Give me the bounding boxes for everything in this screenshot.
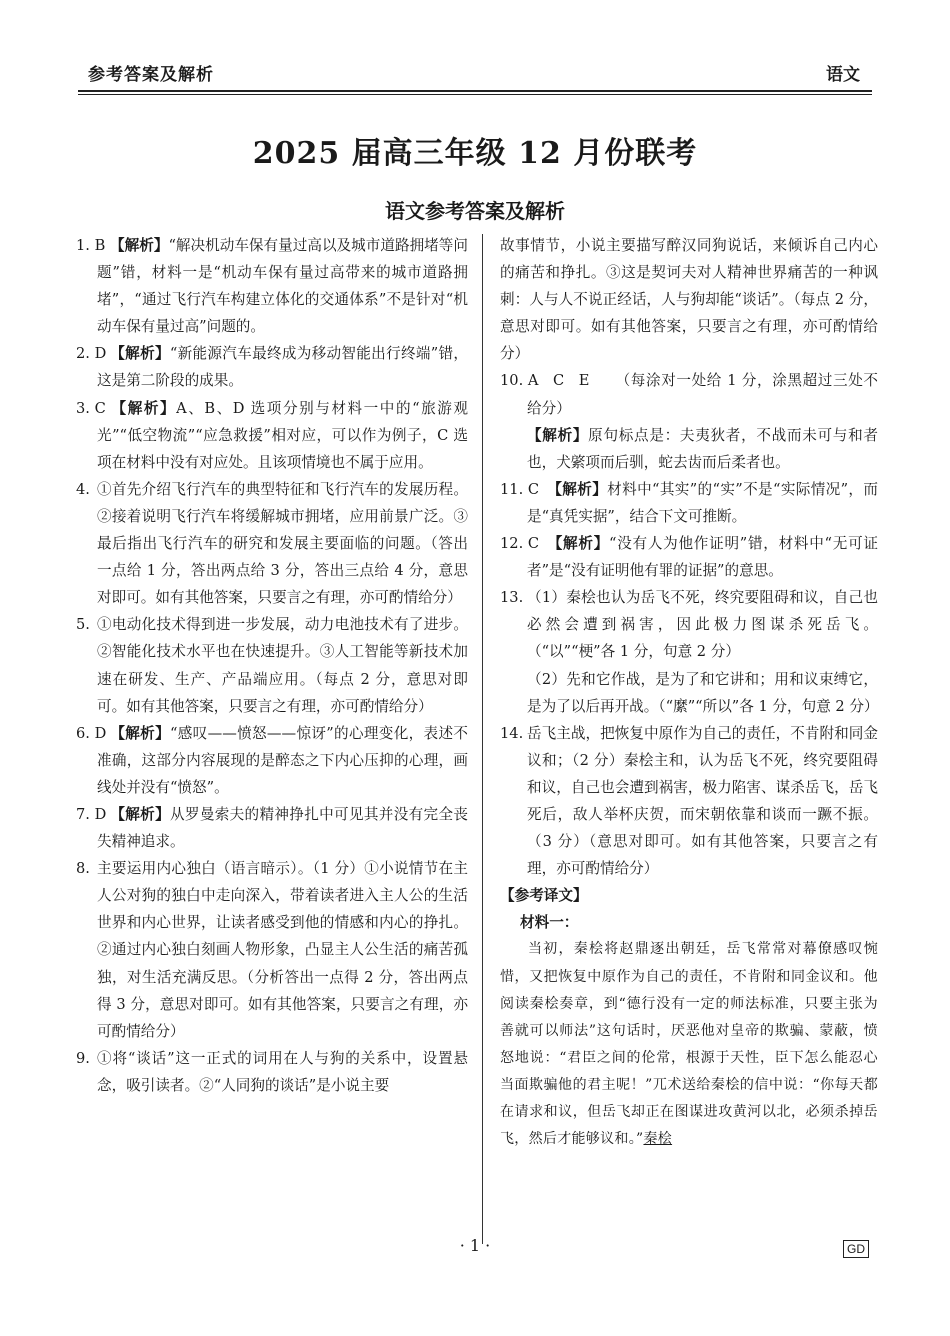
item-number: 1. B — [76, 237, 106, 254]
item-text: ①电动化技术得到进一步发展，动力电池技术有了进步。②智能化技术水平也在快速提升。③人工智能等新技术加速在研发、生产、产品端应用。（每点 2 分，意思对即可。如有其他答案，只要言之有理，亦可酌情给分） — [97, 616, 468, 715]
item-number: 14. — [500, 724, 524, 742]
analysis-tag: 【解析】 — [547, 535, 610, 553]
page-number: · 1 · — [459, 1236, 491, 1255]
item-text: 岳飞主战，把恢复中原作为自己的责任，不肯附和同金议和；（2 分）秦桧主和，认为岳飞不死，终究要阻碍和议，自己也会遭到祸害，极力陷害、谋杀岳飞，岳飞死后，敌人举杯庆贺，而宋朝依靠和谈而一蹶不振。（3 分）（意思对即可。如有其他答案，只要言之有理，亦可酌情给分） — [527, 724, 878, 878]
answer-item-9-continued: 故事情节，小说主要描写醉汉同狗说话，来倾诉自己内心的痛苦和挣扎。③这是契诃夫对人精神世界痛苦的一种讽刺：人与人不说正经话，人与狗却能“谈话”。（每点 2 分，意思对即可。如有其他答案，只要言之有理，亦可酌情给分） — [500, 237, 878, 363]
item-text: “感叹——愤怒——惊讶”的心理变化，表述不准确，这部分内容展现的是醉态之下内心压抑的心理，画线处并没有“愤怒”。 — [97, 724, 468, 796]
answer-item-11 — [500, 476, 878, 530]
header-rule — [78, 90, 872, 92]
reference-translation — [500, 936, 878, 1153]
answer-item-3 — [76, 395, 468, 476]
analysis-tag: 【解析】 — [110, 237, 169, 254]
answer-item-7 — [76, 801, 468, 855]
item-number: 8. — [76, 860, 90, 878]
item-number: 6. D — [76, 724, 107, 742]
answer-item-12 — [500, 530, 878, 584]
material-heading: 材料一： — [520, 914, 579, 932]
answer-item-10-analysis — [500, 422, 878, 476]
answer-item-14 — [500, 720, 878, 883]
item-text: “新能源汽车最终成为移动智能出行终端”错，这是第二阶段的成果。 — [97, 345, 468, 390]
item-text: A、B、D 选项分别与材料一中的“旅游观光”“低空物流”“应急救援”相对应，可以作为例子，C 选项在材料中没有对应处。且该项情境也不属于应用。 — [97, 399, 468, 471]
left-column — [76, 232, 468, 1099]
item-text: （1）秦桧也认为岳飞不死，终究要阻碍和议，自己也必然会遭到祸害，因此极力图谋杀死岳飞。（“以”“梗”各 1 分，句意 2 分） — [527, 589, 878, 661]
answer-item-8 — [76, 855, 468, 1045]
item-text: （每涂对一处给 1 分，涂黑超过三处不给分） — [527, 372, 878, 417]
translation-text: 当初，秦桧将赵鼎逐出朝廷，岳飞常常对幕僚感叹惋惜，又把恢复中原作为自己的责任，不肯附和同金议和。他阅读秦桧奏章，到“德行没有一定的师法标准，只要主张为善就可以师法”这句话时，厌恶他对皇帝的欺骗、蒙蔽，愤怒地说：“君臣之间的伦常，根源于天性，臣下怎么能忍心当面欺骗他的君主呢！”兀术送给秦桧的信中说：“你每天都在请求和议，但岳飞却正在图谋进攻黄河以北，必须杀掉岳飞，然后才能够议和。” — [500, 941, 878, 1148]
reference-heading: 【参考译文】 — [500, 887, 588, 905]
item-number: 7. D — [76, 805, 107, 823]
item-text: “没有人为他作证明”错，材料中“无可证者”是“没有证明他有罪的证据”的意思。 — [527, 535, 878, 580]
item-text: 从罗曼索夫的精神挣扎中可见其并没有完全丧失精神追求。 — [97, 805, 468, 851]
answer-item-4 — [76, 476, 468, 611]
item-number: 10. A C E — [500, 372, 590, 390]
item-number: 4. — [76, 480, 90, 498]
header-subject: 语文 — [826, 65, 860, 85]
answer-item-2 — [76, 340, 468, 394]
translation-tail: 秦桧 — [643, 1131, 673, 1148]
item-number: 5. — [76, 616, 90, 634]
analysis-tag: 【解析】 — [547, 480, 608, 498]
item-text: 原句标点是：夫夷狄者，不战而未可与和者也，犬綮项而后驯，蛇去齿而后柔者也。 — [527, 426, 878, 471]
answer-item-6 — [76, 720, 468, 801]
analysis-tag: 【解析】 — [110, 399, 177, 417]
item-number: 11. C — [500, 480, 540, 498]
answer-item-1 — [76, 232, 468, 340]
item-text: ①将“谈话”这一正式的词用在人与狗的关系中，设置悬念，吸引读者。②“人同狗的谈话”是小说主要 — [97, 1049, 468, 1094]
header-rule-thin — [78, 94, 872, 95]
item-number: 2. D — [76, 345, 107, 363]
right-column — [500, 232, 878, 1153]
page-subtitle: 语文参考答案及解析 — [385, 199, 565, 223]
item-text: “解决机动车保有量过高以及城市道路拥堵等问题”错，材料一是“机动车保有量过高带来的城市道路拥堵”，“通过飞行汽车构建立体化的交通体系”不是针对“机动车保有量过高”问题的。 — [97, 237, 468, 336]
item-number: 3. C — [76, 399, 106, 417]
analysis-tag: 【解析】 — [527, 426, 589, 444]
answer-item-10 — [500, 367, 878, 421]
item-number: 12. C — [500, 535, 540, 553]
answer-item-13-part2: （2）先和它作战，是为了和它讲和；用和议束缚它，是为了以后再开战。（“縻”“所以”各 1 分，句意 2 分） — [527, 670, 879, 715]
answer-item-9 — [76, 1045, 468, 1099]
header-left: 参考答案及解析 — [88, 65, 214, 85]
item-number: 13. — [500, 589, 524, 607]
item-text: ①首先介绍飞行汽车的典型特征和飞行汽车的发展历程。②接着说明飞行汽车将缓解城市拥堵，应用前景广泛。③最后指出飞行汽车的研究和发展主要面临的问题。（答出一点给 1 分，答出两点给 3 分，答出三点给 4 分，意思对即可。如有其他答案，只要言之有理，亦可酌情给分） — [97, 480, 468, 607]
item-number: 9. — [76, 1049, 90, 1067]
analysis-tag: 【解析】 — [110, 805, 170, 823]
answer-item-13 — [500, 584, 878, 665]
edition-badge: GD — [843, 1240, 869, 1258]
item-text: 主要运用内心独白（语言暗示）。（1 分）①小说情节在主人公对狗的独白中走向深入，带着读者进入主人公的生活世界和内心世界，让读者感受到他的情感和内心的挣扎。②通过内心独白刻画人物形象，凸显主人公生活的痛苦孤独，对生活充满反思。（分析答出一点得 2 分，答出两点得 3 分，意思对即可。如有其他答案，只要言之有理，亦可酌情给分） — [97, 860, 468, 1040]
item-text: 材料中“其实”的“实”不是“实际情况”，而是“真凭实据”，结合下文可推断。 — [527, 480, 878, 525]
analysis-tag: 【解析】 — [110, 724, 170, 742]
column-divider — [482, 234, 483, 1244]
page-title: 2025 届高三年级 12 月份联考 — [252, 136, 698, 171]
analysis-tag: 【解析】 — [110, 345, 170, 363]
answer-item-5 — [76, 611, 468, 719]
